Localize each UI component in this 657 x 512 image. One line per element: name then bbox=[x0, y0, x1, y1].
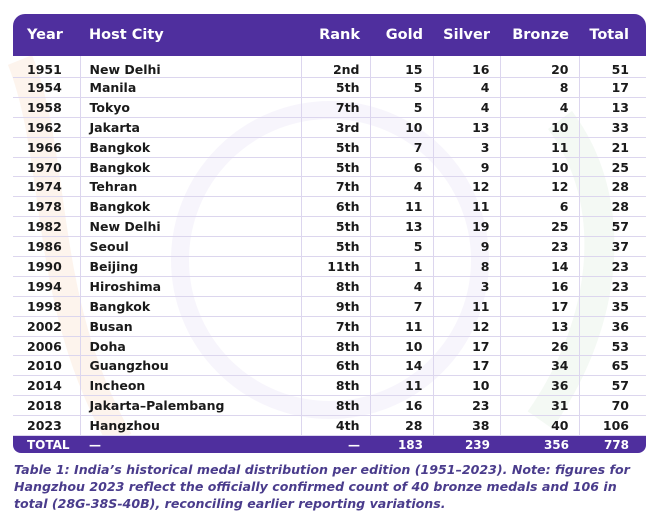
cell-rank: 6th bbox=[301, 356, 370, 376]
cell-year: 1954 bbox=[13, 78, 80, 98]
total-bronze: 356 bbox=[500, 436, 579, 454]
total-host-city: — bbox=[80, 436, 301, 454]
table-caption: Table 1: India’s historical medal distribution per edition (1951–2023). Note: figures for Hangzhou 2023 reflect the officially confirmed count of 40 bronze medals and 106 in total (28G-38S-40B), reconciling earlier reporting variations. bbox=[14, 461, 630, 511]
column-header-bronze: Bronze bbox=[500, 14, 579, 56]
cell-gold: 11 bbox=[370, 197, 433, 217]
cell-rank: 6th bbox=[301, 197, 370, 217]
cell-year: 1982 bbox=[13, 217, 80, 237]
cell-gold: 5 bbox=[370, 237, 433, 257]
table-row bbox=[13, 336, 646, 356]
cell-year: 1998 bbox=[13, 296, 80, 316]
column-header-host-city: Host City bbox=[80, 14, 301, 56]
cell-rank: 5th bbox=[301, 157, 370, 177]
cell-year: 1962 bbox=[13, 117, 80, 137]
cell-rank: 8th bbox=[301, 376, 370, 396]
cell-rank: 5th bbox=[301, 137, 370, 157]
cell-year: 1986 bbox=[13, 237, 80, 257]
total-gold: 183 bbox=[370, 436, 433, 454]
table-row bbox=[13, 416, 646, 436]
cell-total: 28 bbox=[579, 197, 646, 217]
table-row bbox=[13, 78, 646, 98]
cell-year: 1951 bbox=[13, 56, 80, 78]
medal-table-container bbox=[13, 14, 646, 453]
cell-silver: 12 bbox=[433, 177, 500, 197]
cell-silver: 9 bbox=[433, 157, 500, 177]
table-body bbox=[13, 56, 646, 436]
cell-host-city: Manila bbox=[80, 78, 301, 98]
cell-total: 53 bbox=[579, 336, 646, 356]
table-row bbox=[13, 356, 646, 376]
cell-year: 2018 bbox=[13, 396, 80, 416]
cell-bronze: 10 bbox=[500, 117, 579, 137]
table-row bbox=[13, 276, 646, 296]
cell-bronze: 6 bbox=[500, 197, 579, 217]
cell-silver: 9 bbox=[433, 237, 500, 257]
cell-bronze: 20 bbox=[500, 56, 579, 78]
cell-silver: 12 bbox=[433, 316, 500, 336]
total-label: TOTAL bbox=[13, 436, 80, 454]
cell-silver: 8 bbox=[433, 257, 500, 277]
cell-silver: 3 bbox=[433, 276, 500, 296]
table-row bbox=[13, 376, 646, 396]
cell-gold: 4 bbox=[370, 276, 433, 296]
cell-gold: 11 bbox=[370, 376, 433, 396]
cell-year: 1970 bbox=[13, 157, 80, 177]
cell-total: 35 bbox=[579, 296, 646, 316]
column-header-silver: Silver bbox=[433, 14, 500, 56]
cell-year: 2010 bbox=[13, 356, 80, 376]
cell-total: 36 bbox=[579, 316, 646, 336]
column-header-total: Total bbox=[579, 14, 646, 56]
cell-year: 2002 bbox=[13, 316, 80, 336]
cell-host-city: Tehran bbox=[80, 177, 301, 197]
cell-year: 1990 bbox=[13, 257, 80, 277]
cell-total: 13 bbox=[579, 97, 646, 117]
cell-host-city: Beijing bbox=[80, 257, 301, 277]
cell-host-city: Bangkok bbox=[80, 137, 301, 157]
cell-bronze: 4 bbox=[500, 97, 579, 117]
cell-rank: 8th bbox=[301, 396, 370, 416]
cell-rank: 5th bbox=[301, 78, 370, 98]
total-rank: — bbox=[301, 436, 370, 454]
cell-rank: 7th bbox=[301, 316, 370, 336]
cell-bronze: 36 bbox=[500, 376, 579, 396]
cell-gold: 13 bbox=[370, 217, 433, 237]
cell-silver: 3 bbox=[433, 137, 500, 157]
cell-host-city: Doha bbox=[80, 336, 301, 356]
cell-host-city: Bangkok bbox=[80, 197, 301, 217]
column-header-rank: Rank bbox=[301, 14, 370, 56]
cell-host-city: New Delhi bbox=[80, 56, 301, 78]
cell-bronze: 26 bbox=[500, 336, 579, 356]
total-row bbox=[13, 436, 646, 454]
cell-silver: 4 bbox=[433, 97, 500, 117]
cell-bronze: 14 bbox=[500, 257, 579, 277]
cell-gold: 7 bbox=[370, 296, 433, 316]
cell-total: 65 bbox=[579, 356, 646, 376]
cell-bronze: 34 bbox=[500, 356, 579, 376]
cell-bronze: 31 bbox=[500, 396, 579, 416]
cell-host-city: Jakarta bbox=[80, 117, 301, 137]
cell-year: 2006 bbox=[13, 336, 80, 356]
cell-year: 1958 bbox=[13, 97, 80, 117]
cell-bronze: 10 bbox=[500, 157, 579, 177]
table-row bbox=[13, 237, 646, 257]
cell-total: 57 bbox=[579, 376, 646, 396]
cell-total: 51 bbox=[579, 56, 646, 78]
cell-rank: 2nd bbox=[301, 56, 370, 78]
cell-rank: 11th bbox=[301, 257, 370, 277]
cell-gold: 15 bbox=[370, 56, 433, 78]
table-header-row bbox=[13, 14, 646, 56]
column-header-year: Year bbox=[13, 14, 80, 56]
cell-bronze: 25 bbox=[500, 217, 579, 237]
table-row bbox=[13, 177, 646, 197]
cell-gold: 16 bbox=[370, 396, 433, 416]
cell-gold: 14 bbox=[370, 356, 433, 376]
cell-bronze: 12 bbox=[500, 177, 579, 197]
cell-silver: 19 bbox=[433, 217, 500, 237]
cell-year: 1994 bbox=[13, 276, 80, 296]
cell-bronze: 23 bbox=[500, 237, 579, 257]
cell-host-city: Hangzhou bbox=[80, 416, 301, 436]
cell-total: 23 bbox=[579, 276, 646, 296]
cell-bronze: 11 bbox=[500, 137, 579, 157]
table-row bbox=[13, 137, 646, 157]
cell-bronze: 8 bbox=[500, 78, 579, 98]
cell-gold: 10 bbox=[370, 117, 433, 137]
cell-total: 21 bbox=[579, 137, 646, 157]
cell-host-city: Hiroshima bbox=[80, 276, 301, 296]
cell-bronze: 40 bbox=[500, 416, 579, 436]
cell-year: 1966 bbox=[13, 137, 80, 157]
table-row bbox=[13, 117, 646, 137]
cell-silver: 11 bbox=[433, 197, 500, 217]
cell-total: 28 bbox=[579, 177, 646, 197]
cell-silver: 16 bbox=[433, 56, 500, 78]
total-silver: 239 bbox=[433, 436, 500, 454]
cell-rank: 9th bbox=[301, 296, 370, 316]
cell-silver: 23 bbox=[433, 396, 500, 416]
cell-silver: 13 bbox=[433, 117, 500, 137]
cell-year: 1974 bbox=[13, 177, 80, 197]
cell-gold: 11 bbox=[370, 316, 433, 336]
cell-total: 33 bbox=[579, 117, 646, 137]
cell-gold: 6 bbox=[370, 157, 433, 177]
cell-gold: 7 bbox=[370, 137, 433, 157]
cell-host-city: Bangkok bbox=[80, 296, 301, 316]
cell-silver: 4 bbox=[433, 78, 500, 98]
cell-bronze: 17 bbox=[500, 296, 579, 316]
table-row bbox=[13, 217, 646, 237]
cell-gold: 28 bbox=[370, 416, 433, 436]
cell-host-city: Tokyo bbox=[80, 97, 301, 117]
cell-rank: 3rd bbox=[301, 117, 370, 137]
table-row bbox=[13, 97, 646, 117]
cell-total: 70 bbox=[579, 396, 646, 416]
cell-year: 2023 bbox=[13, 416, 80, 436]
cell-silver: 38 bbox=[433, 416, 500, 436]
cell-host-city: Jakarta–Palembang bbox=[80, 396, 301, 416]
cell-host-city: Busan bbox=[80, 316, 301, 336]
cell-rank: 8th bbox=[301, 336, 370, 356]
cell-year: 2014 bbox=[13, 376, 80, 396]
column-header-gold: Gold bbox=[370, 14, 433, 56]
table-row bbox=[13, 257, 646, 277]
cell-bronze: 16 bbox=[500, 276, 579, 296]
table-row bbox=[13, 296, 646, 316]
cell-gold: 10 bbox=[370, 336, 433, 356]
table-row bbox=[13, 197, 646, 217]
cell-rank: 5th bbox=[301, 217, 370, 237]
cell-rank: 4th bbox=[301, 416, 370, 436]
cell-total: 25 bbox=[579, 157, 646, 177]
cell-total: 37 bbox=[579, 237, 646, 257]
cell-rank: 5th bbox=[301, 237, 370, 257]
cell-rank: 7th bbox=[301, 177, 370, 197]
cell-total: 106 bbox=[579, 416, 646, 436]
table-row bbox=[13, 56, 646, 78]
cell-bronze: 13 bbox=[500, 316, 579, 336]
cell-silver: 10 bbox=[433, 376, 500, 396]
cell-silver: 17 bbox=[433, 336, 500, 356]
cell-rank: 8th bbox=[301, 276, 370, 296]
cell-gold: 5 bbox=[370, 97, 433, 117]
total-total: 778 bbox=[579, 436, 646, 454]
cell-total: 57 bbox=[579, 217, 646, 237]
table-row bbox=[13, 316, 646, 336]
cell-silver: 11 bbox=[433, 296, 500, 316]
table-row bbox=[13, 157, 646, 177]
cell-host-city: Guangzhou bbox=[80, 356, 301, 376]
cell-total: 23 bbox=[579, 257, 646, 277]
cell-rank: 7th bbox=[301, 97, 370, 117]
cell-gold: 5 bbox=[370, 78, 433, 98]
cell-host-city: Seoul bbox=[80, 237, 301, 257]
cell-total: 17 bbox=[579, 78, 646, 98]
cell-host-city: Incheon bbox=[80, 376, 301, 396]
table-row bbox=[13, 396, 646, 416]
cell-silver: 17 bbox=[433, 356, 500, 376]
cell-year: 1978 bbox=[13, 197, 80, 217]
cell-host-city: New Delhi bbox=[80, 217, 301, 237]
medal-table bbox=[13, 14, 646, 453]
cell-gold: 1 bbox=[370, 257, 433, 277]
cell-gold: 4 bbox=[370, 177, 433, 197]
cell-host-city: Bangkok bbox=[80, 157, 301, 177]
